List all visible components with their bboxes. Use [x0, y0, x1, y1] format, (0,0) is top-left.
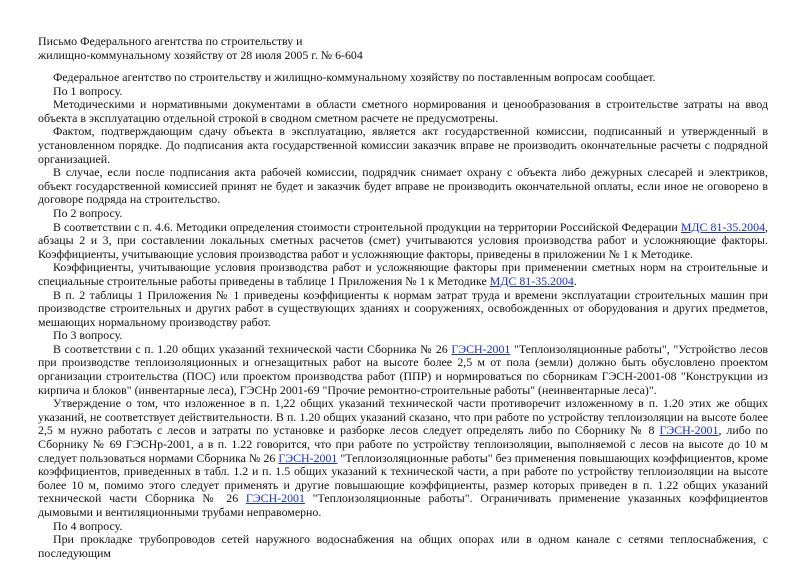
- paragraph-text: "Теплоизоляционные работы" без применения повышающих коэффициентов, кроме коэффициентов, приведенных в табл. 1.2 и п. 1.5 общих указаний к технической части, а при работе по устройству теплоизоляции на высоте более 10 м, помимо этого следует применять и другие повышающие коэффициенты, размер которых приведен в п. 1.22 общих указаний технической части Сборника № 26: [38, 450, 769, 506]
- paragraph-text: "Теплоизоляционные работы", "Устройство лесов при производстве теплоизоляционных и огнезащитных работ на высоте более 2,5 м от пола (земли) должно быть обусловлено проектом организации строительства (ПОС) или проектом производства работ (ППР) и нормироваться по сборникам ГЭСН-2001-08 "Конструкции из кирпича и блоков" (инвентарные леса), ГЭСНр 2001-69 "Прочие ремонтно-строительные работы" (неинвентарные леса)".: [38, 341, 769, 397]
- paragraph-q2-b: [38, 261, 768, 288]
- mds-81-35-2004-link[interactable]: МДС 81-35.2004: [680, 219, 766, 234]
- question-heading-1: По 1 вопросу.: [53, 83, 123, 98]
- question-heading-3: По 3 вопросу.: [53, 328, 123, 343]
- paragraph-text: , абзацы 2 и 3, при составлении локальных сметных расчетов (смет) учитываются условия производства работ и усложняющие факторы. Коэффициенты, учитывающие условия производства работ и усложняющие факторы, приведены в приложении № 1 к Методике.: [38, 219, 768, 261]
- mds-81-35-2004-link[interactable]: МДС 81-35.2004: [489, 273, 574, 288]
- paragraph-text: .: [573, 273, 577, 288]
- paragraph-text: Утверждение о том, что изложенное в п. 1,22 общих указаний технической части противоречит изложенному в п. 1.20 этих же общих указаний, не соответствует действительности. В п. 1.20 общих указаний сказано, что при работе по устройству теплоизоляции на высоте более 2,5 м нужно работать с лесов и затраты по установке и разборке лесов следует определять либо по Сборнику № 8: [38, 396, 768, 438]
- paragraph-q1-b: Фактом, подтверждающим сдачу объекта в эксплуатацию, является акт государственной комиссии, подписанный и утвержденный в установленном порядке. До подписания акта государственной комиссии заказчик вправе не производить окончательные расчеты с подрядной организацией.: [38, 124, 768, 166]
- paragraph-q1-a: Методическими и нормативными документами в области сметного нормирования и ценообразования в строительстве затраты на ввод объекта в эксплуатацию отдельной строкой в сводном сметном расчете не предусмотрены.: [38, 97, 768, 125]
- gesn-2001-link[interactable]: ГЭСН-2001: [278, 450, 338, 465]
- paragraph-q3-a: [38, 343, 768, 397]
- question-heading-2: По 2 вопросу.: [53, 205, 123, 220]
- gesn-2001-link[interactable]: ГЭСН-2001: [659, 423, 719, 438]
- gesn-2001-link[interactable]: ГЭСН-2001: [451, 341, 511, 356]
- document-title: [38, 34, 768, 62]
- document-title-line-2: жилищно-коммунальному хозяйству от 28 июля 2005 г. № 6-604: [38, 48, 363, 62]
- paragraph-q4-a: При прокладке трубопроводов сетей наружного водоснабжения на общих опорах или в одном канале с сетями теплоснабжения, с последующим: [38, 532, 768, 560]
- paragraph-q2-a: [38, 221, 768, 262]
- paragraph-text: В соответствии с п. 1.20 общих указаний технической части Сборника № 26: [53, 341, 452, 356]
- paragraph-text: В соответствии с п. 4.6. Методики определения стоимости строительной продукции на территории Российской Федерации: [53, 219, 681, 234]
- paragraph-q2-c: В п. 2 таблицы 1 Приложения № 1 приведены коэффициенты к нормам затрат труда и времени эксплуатации строительных машин при производстве строительных и других работ в существующих зданиях и сооружениях, освобожденных от оборудования и других предметов, мешающих нормальному производству работ.: [38, 287, 768, 329]
- paragraph-q1-c: В случае, если после подписания акта рабочей комиссии, подрядчик снимает охрану с объекта либо дежурных слесарей и электриков, объект государственной комиссией принят не будет и заказчик будет вправе не производить окончательной оплаты, если иное не оговорено в договоре подряда на строительство.: [38, 165, 768, 207]
- document-title-line-1: Письмо Федерального агентства по строительству и: [38, 34, 303, 48]
- paragraph-text: , либо по Сборнику № 69 ГЭСНр-2001, а в п. 1.22 говорится, что при работе по устройству теплоизоляции, выполняемой с лесов на высоте до 10 м следует пользоваться нормами Сборника № 26: [38, 423, 768, 465]
- document-page: [38, 34, 768, 560]
- gesn-2001-link[interactable]: ГЭСН-2001: [245, 491, 305, 506]
- paragraph-text: Коэффициенты, учитывающие условия производства работ и усложняющие факторы при применении сметных норм на строительные и специальные строительные работы приведены в таблице 1 Приложения № 1 к Методике: [38, 260, 768, 288]
- paragraph-text: "Теплоизоляционные работы". Ограничивать применение указанных коэффициентов дымовыми и вентиляционными трубами неправомерно.: [38, 491, 768, 519]
- question-heading-4: По 4 вопросу.: [53, 518, 123, 533]
- paragraph-intro: Федеральное агентство по строительству и жилищно-коммунальному хозяйству по поставленным вопросам сообщает.: [53, 70, 656, 84]
- paragraph-q3-b: [38, 397, 768, 519]
